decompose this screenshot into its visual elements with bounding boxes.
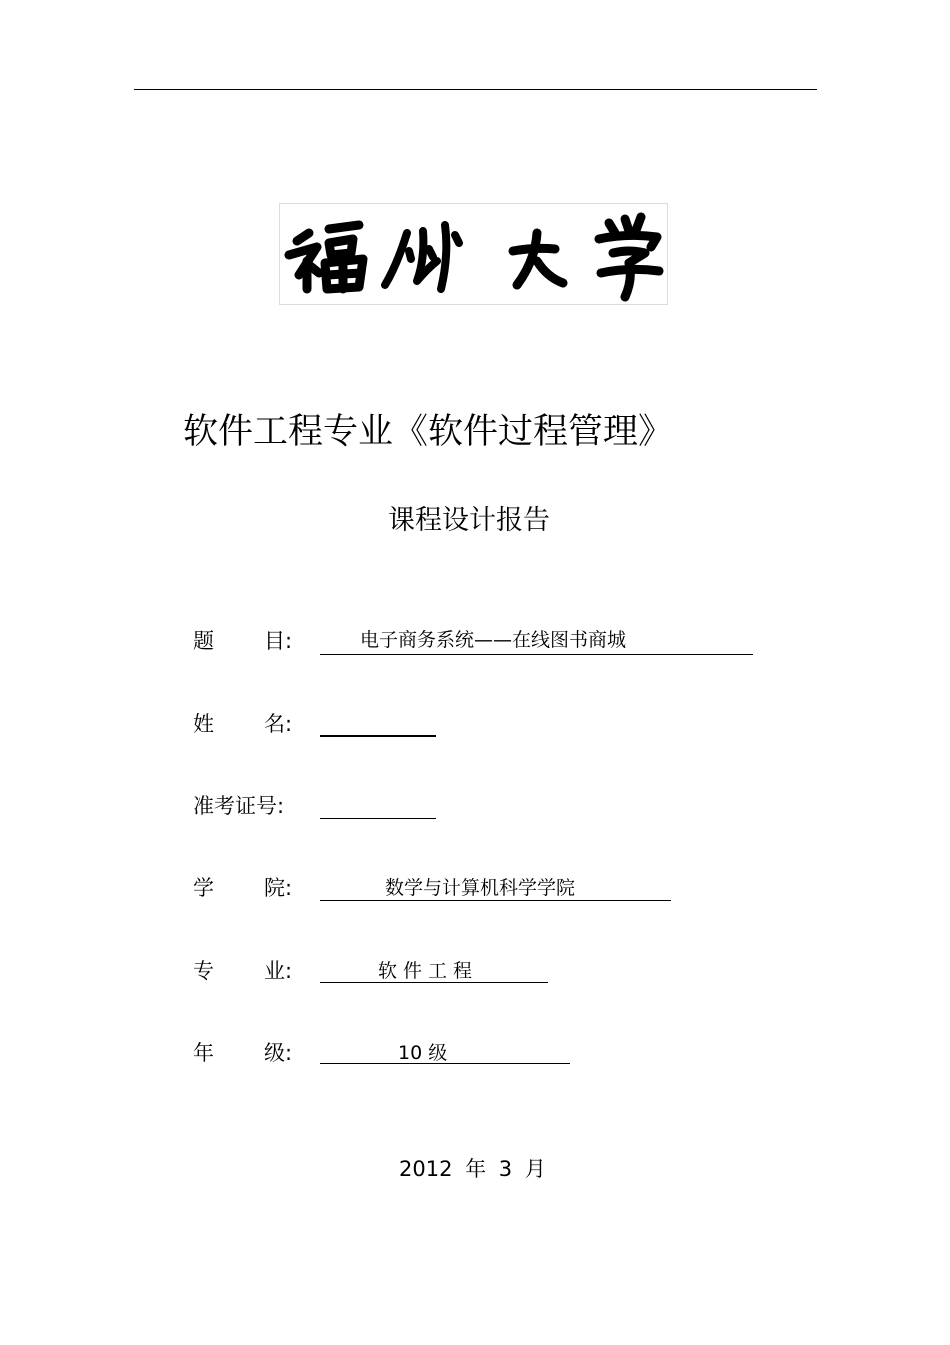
college-underline	[320, 900, 671, 901]
topic-label-char-2: 目:	[264, 629, 293, 653]
university-logo	[279, 203, 668, 305]
college-label	[193, 873, 292, 903]
topic-label	[193, 626, 292, 656]
grade-underline	[320, 1063, 570, 1064]
major-label-char-2: 业:	[264, 959, 293, 983]
name-underline	[320, 735, 436, 737]
topic-label-char-1: 题	[193, 629, 214, 653]
report-sub-title: 课程设计报告	[388, 505, 550, 536]
grade-value: 10 级	[398, 1042, 448, 1064]
exam-id-underline	[320, 818, 436, 819]
college-value: 数学与计算机科学学院	[385, 877, 576, 899]
major-underline	[320, 982, 548, 983]
topic-value: 电子商务系统——在线图书商城	[360, 629, 627, 651]
college-label-char-2: 院:	[264, 876, 293, 900]
grade-label	[193, 1038, 292, 1068]
report-main-title: 软件工程专业《软件过程管理》	[183, 412, 674, 452]
name-label	[193, 709, 292, 739]
name-label-char-2: 名:	[264, 712, 293, 736]
college-label-char-1: 学	[193, 876, 214, 900]
major-label-char-1: 专	[193, 959, 214, 983]
exam-id-label: 准考证号:	[193, 794, 285, 818]
topic-underline	[320, 654, 753, 655]
grade-label-char-1: 年	[193, 1041, 214, 1065]
major-value: 软件工程	[378, 960, 479, 982]
major-label	[193, 956, 292, 986]
report-date: 2012 年 3 月	[399, 1157, 546, 1181]
name-label-char-1: 姓	[193, 712, 214, 736]
header-rule	[134, 89, 817, 90]
grade-label-char-2: 级:	[264, 1041, 293, 1065]
